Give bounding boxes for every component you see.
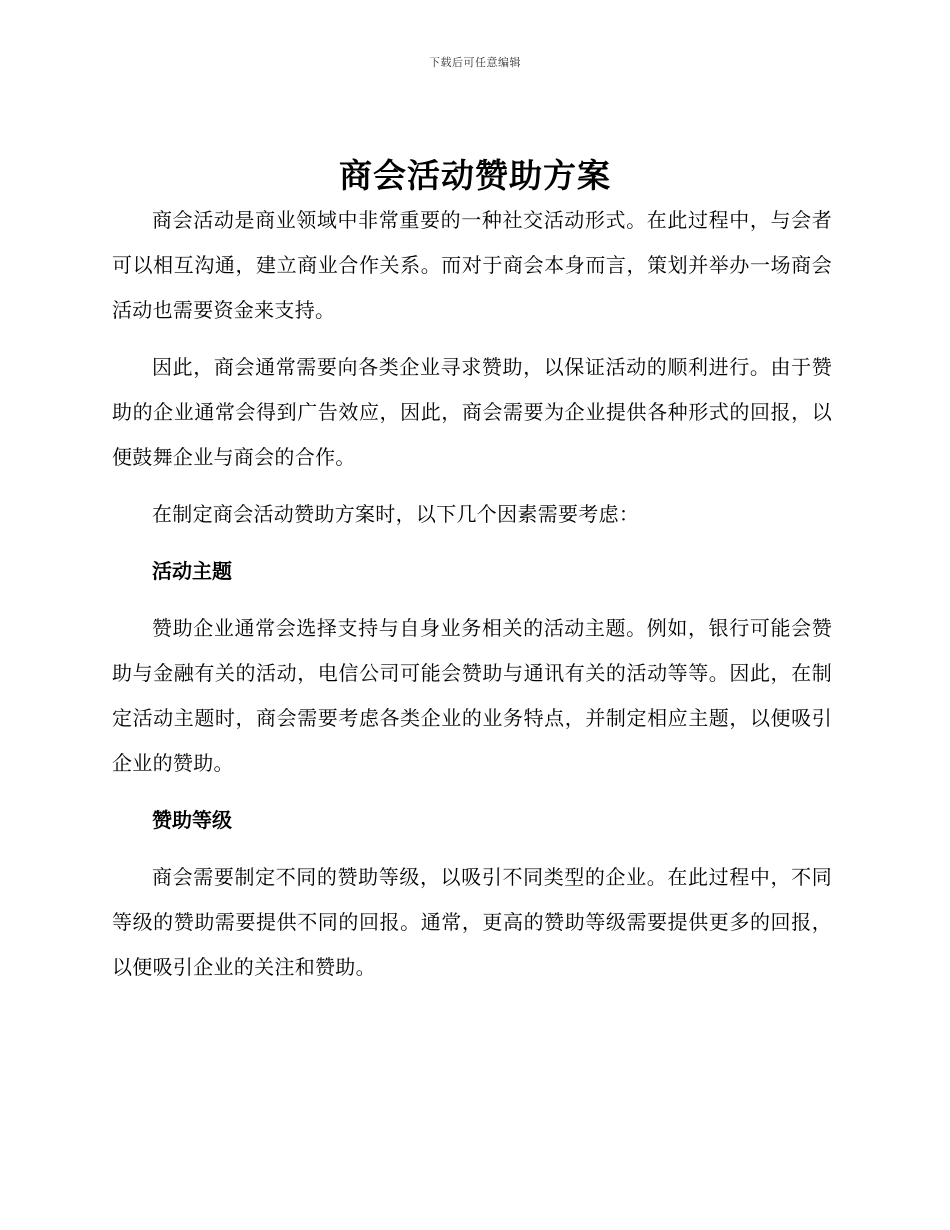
section-body-levels: 商会需要制定不同的赞助等级，以吸引不同类型的企业。在此过程中，不同等级的赞助需要提供不同的回报。通常，更高的赞助等级需要提供更多的回报，以便吸引企业的关注和赞助。 [112,865,832,979]
header-note: 下载后可任意编辑 [429,56,521,69]
document-title: 商会活动赞助方案 [339,156,611,195]
section-body-theme: 赞助企业通常会选择支持与自身业务相关的活动主题。例如，银行可能会赞助与金融有关的活动，电信公司可能会赞助与通讯有关的活动等等。因此，在制定活动主题时，商会需要考虑各类企业的业务特点，并制定相应主题，以便吸引企业的赞助。 [112,616,832,775]
paragraph-sponsorship-need: 因此，商会通常需要向各类企业寻求赞助，以保证活动的顺利进行。由于赞助的企业通常会得到广告效应，因此，商会需要为企业提供各种形式的回报，以便鼓舞企业与商会的合作。 [112,355,832,469]
document-body [112,198,832,1002]
section-heading-theme: 活动主题 [152,559,232,583]
paragraph-factors: 在制定商会活动赞助方案时，以下几个因素需要考虑： [152,502,640,526]
paragraph-intro: 商会活动是商业领域中非常重要的一种社交活动形式。在此过程中，与会者可以相互沟通，建立商业合作关系。而对于商会本身而言，策划并举办一场商会活动也需要资金来支持。 [112,208,832,322]
section-heading-levels: 赞助等级 [152,808,232,832]
